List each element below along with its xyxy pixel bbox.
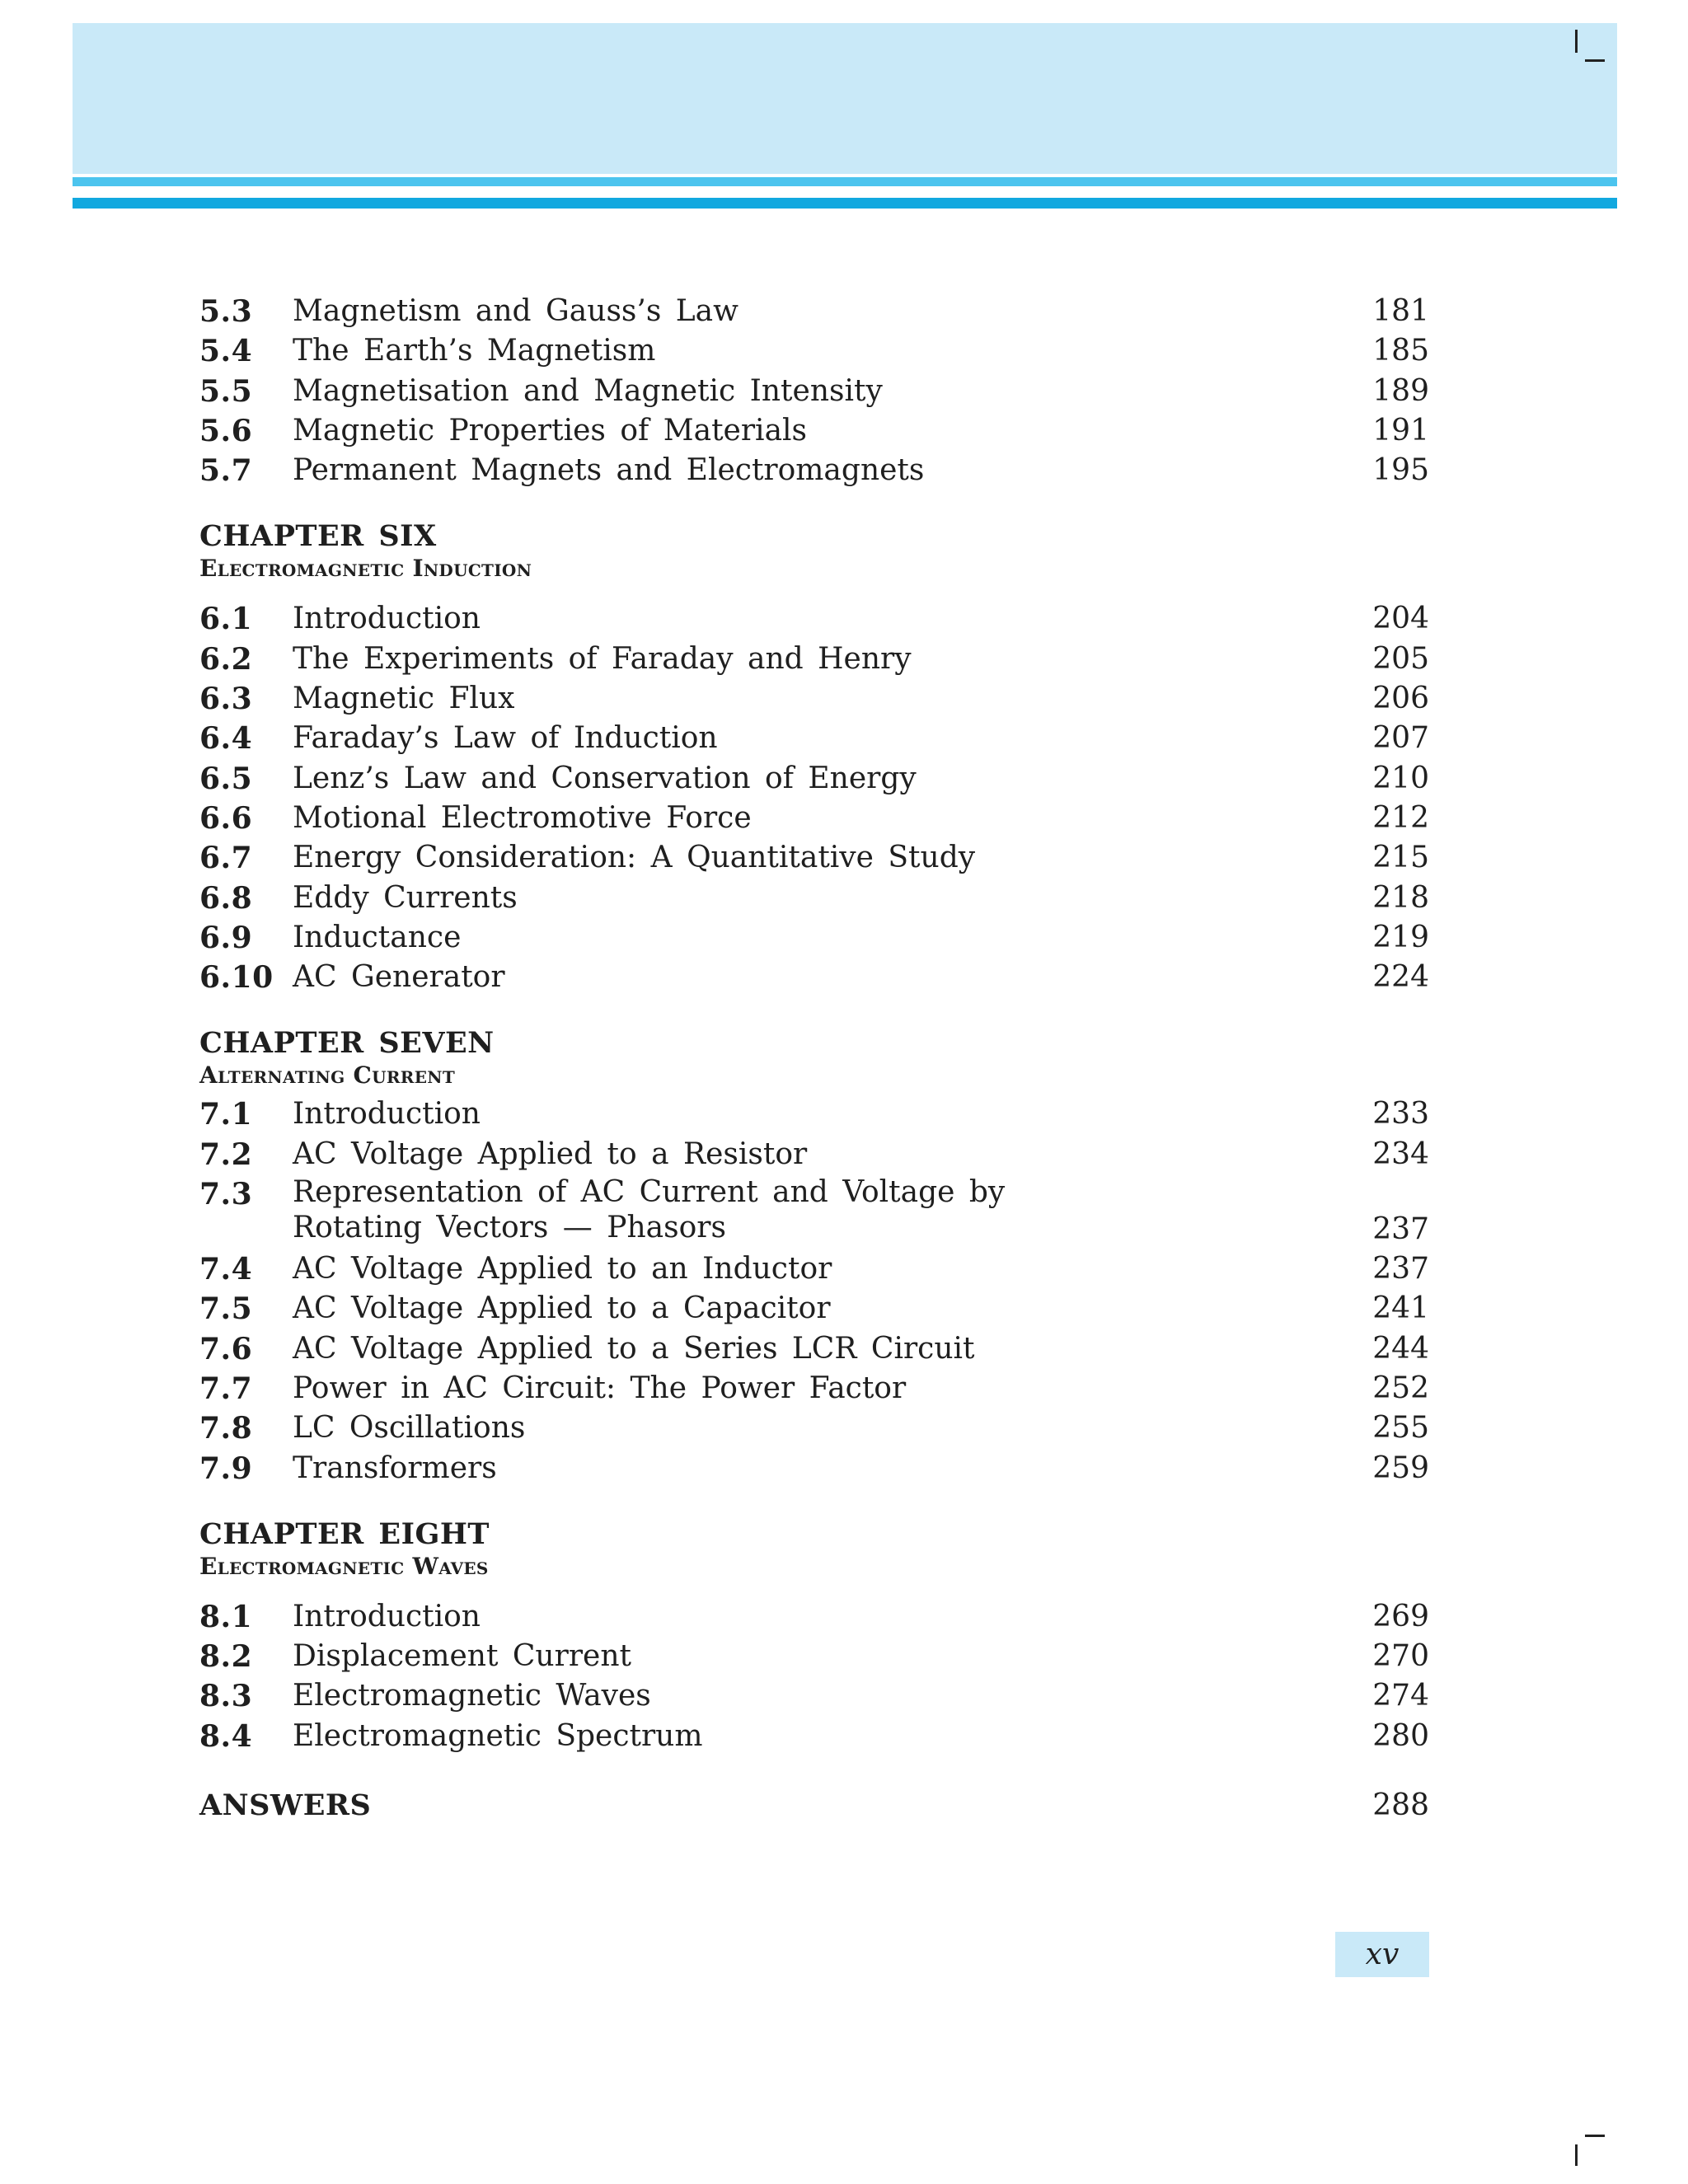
toc-entry[interactable] (199, 879, 1429, 918)
header-stripe-dark (73, 198, 1617, 209)
toc-entry[interactable] (199, 640, 1429, 679)
section-number: 6.5 (199, 761, 253, 796)
section-title: Introduction (293, 1599, 481, 1633)
page-number: 207 (1372, 721, 1429, 756)
section-number: 7.7 (199, 1371, 253, 1406)
section-number: 5.4 (199, 334, 253, 369)
answers-entry[interactable] (199, 1786, 1429, 1825)
section-number: 7.2 (199, 1137, 253, 1172)
section-title: LC Oscillations (293, 1411, 526, 1446)
section-title: Electromagnetic Spectrum (293, 1718, 703, 1753)
toc-entry[interactable] (199, 1135, 1429, 1174)
toc-entry[interactable] (199, 331, 1429, 371)
section-number: 6.7 (199, 841, 253, 876)
toc-entry[interactable] (199, 1094, 1429, 1134)
toc-entry[interactable] (199, 719, 1429, 758)
section-number: 6.4 (199, 721, 253, 757)
section-number: 5.7 (199, 453, 253, 489)
chapter-heading: CHAPTER EIGHT (199, 1516, 490, 1551)
section-number: 8.1 (199, 1599, 253, 1634)
crop-mark-bottom-right (1575, 2144, 1578, 2166)
section-number: 5.6 (199, 413, 253, 448)
page-number: 259 (1372, 1451, 1429, 1485)
toc-entry[interactable] (199, 838, 1429, 878)
section-gap (199, 1488, 1429, 1516)
toc-entry[interactable] (199, 1637, 1429, 1676)
page-number: 234 (1372, 1137, 1429, 1171)
crop-mark-bottom-right-h (1585, 2135, 1605, 2137)
section-title: The Experiments of Faraday and Henry (293, 641, 912, 676)
toc-entry[interactable] (199, 1289, 1429, 1329)
page-number: 237 (1372, 1252, 1429, 1286)
crop-mark-top-right-h (1585, 59, 1605, 62)
toc-entry[interactable] (199, 679, 1429, 719)
toc-entry[interactable] (199, 918, 1429, 958)
header-stripe-light (73, 177, 1617, 186)
page-number: 244 (1372, 1331, 1429, 1366)
section-title: Lenz’s Law and Conservation of Energy (293, 761, 917, 795)
page-number: 191 (1372, 413, 1429, 448)
toc-entry[interactable] (199, 451, 1429, 490)
section-title: AC Generator (293, 960, 505, 995)
toc-entry[interactable] (199, 759, 1429, 799)
section-number: 6.3 (199, 682, 253, 717)
section-title: AC Voltage Applied to a Capacitor (293, 1291, 831, 1326)
section-gap (199, 490, 1429, 518)
section-number: 8.3 (199, 1679, 253, 1714)
toc-entry[interactable] (199, 292, 1429, 331)
section-number: 6.6 (199, 800, 253, 836)
section-number: 6.1 (199, 602, 253, 637)
toc-entry[interactable] (199, 958, 1429, 997)
page-number: 224 (1372, 960, 1429, 995)
section-title: Faraday’s Law of Induction (293, 721, 718, 756)
section-number: 8.2 (199, 1639, 253, 1675)
page-number: 237 (1372, 1212, 1429, 1247)
toc-entry[interactable] (199, 1676, 1429, 1716)
section-title-line-2: Rotating Vectors — Phasors (293, 1211, 726, 1245)
page-number: 204 (1372, 602, 1429, 636)
toc-entry[interactable] (199, 372, 1429, 411)
section-title: Magnetic Properties of Materials (293, 413, 808, 448)
section-number: 6.10 (199, 960, 274, 996)
section-title: Magnetism and Gauss’s Law (293, 294, 738, 328)
page-number: 212 (1372, 800, 1429, 835)
section-title (293, 1174, 1005, 1245)
page-number: 233 (1372, 1097, 1429, 1132)
section-number: 6.2 (199, 641, 253, 677)
section-title: Motional Electromotive Force (293, 800, 752, 835)
section-title-line-1: Representation of AC Current and Voltage by (293, 1175, 1006, 1210)
page-number: 215 (1372, 841, 1429, 875)
toc-entry[interactable] (199, 1597, 1429, 1637)
page-number: 269 (1372, 1599, 1429, 1633)
section-number: 6.9 (199, 920, 253, 955)
section-title: AC Voltage Applied to a Resistor (293, 1137, 808, 1171)
toc-entry[interactable] (199, 1449, 1429, 1488)
chapter-heading: CHAPTER SIX (199, 519, 437, 554)
subtitle-gap (199, 583, 1429, 599)
answers-label: ANSWERS (199, 1788, 372, 1823)
toc-entry[interactable] (199, 1249, 1429, 1289)
page-number: 241 (1372, 1291, 1429, 1326)
header-band (73, 23, 1617, 174)
page-number: 218 (1372, 880, 1429, 915)
page-number: 205 (1372, 641, 1429, 676)
section-title: AC Voltage Applied to an Inductor (293, 1252, 832, 1286)
page-number: 210 (1372, 761, 1429, 795)
page-number: 270 (1372, 1639, 1429, 1674)
page-number: 181 (1372, 294, 1429, 328)
chapter-subtitle: Alternating Current (199, 1062, 456, 1090)
page-number: 189 (1372, 373, 1429, 408)
toc-entry[interactable] (199, 411, 1429, 451)
section-title: Permanent Magnets and Electromagnets (293, 453, 925, 488)
toc-entry[interactable] (199, 1174, 1429, 1249)
section-title: Introduction (293, 602, 481, 636)
section-number: 7.9 (199, 1451, 253, 1486)
answers-page-number: 288 (1372, 1788, 1429, 1823)
toc-entry[interactable] (199, 799, 1429, 838)
crop-mark-top-right (1575, 30, 1578, 53)
page-folio: xv (1335, 1932, 1429, 1977)
chapter-subtitle: Electromagnetic Induction (199, 555, 532, 583)
section-title: AC Voltage Applied to a Series LCR Circuit (293, 1331, 975, 1366)
section-title: Transformers (293, 1451, 497, 1485)
page-number: 255 (1372, 1411, 1429, 1446)
toc-entry[interactable] (199, 599, 1429, 639)
toc-entry[interactable] (199, 1329, 1429, 1369)
subtitle-gap (199, 1581, 1429, 1597)
section-title: Inductance (293, 920, 462, 954)
section-number: 8.4 (199, 1718, 253, 1754)
toc-entry[interactable] (199, 1408, 1429, 1448)
section-title: Magnetisation and Magnetic Intensity (293, 373, 883, 408)
section-title: Displacement Current (293, 1639, 631, 1674)
section-title: Energy Consideration: A Quantitative Study (293, 841, 976, 875)
chapter-heading: CHAPTER SEVEN (199, 1026, 495, 1061)
section-title: Power in AC Circuit: The Power Factor (293, 1371, 907, 1405)
page-number: 195 (1372, 453, 1429, 488)
section-number: 5.3 (199, 294, 253, 329)
page-number: 206 (1372, 682, 1429, 716)
section-number: 7.5 (199, 1291, 253, 1327)
section-title: Eddy Currents (293, 880, 518, 915)
section-number: 7.1 (199, 1097, 253, 1132)
toc-entry[interactable] (199, 1369, 1429, 1408)
section-title: Introduction (293, 1097, 481, 1132)
toc-entry[interactable] (199, 1717, 1429, 1756)
section-number: 7.3 (199, 1177, 253, 1212)
section-number: 5.5 (199, 373, 253, 409)
page-number: 252 (1372, 1371, 1429, 1405)
section-title: Magnetic Flux (293, 682, 515, 716)
page-number: 185 (1372, 334, 1429, 368)
section-gap (199, 997, 1429, 1025)
section-title: Electromagnetic Waves (293, 1679, 651, 1713)
table-of-contents (199, 292, 1429, 1825)
section-number: 7.6 (199, 1331, 253, 1366)
section-number: 6.8 (199, 880, 253, 916)
page-number: 219 (1372, 920, 1429, 954)
section-number: 7.4 (199, 1252, 253, 1287)
page-number: 280 (1372, 1718, 1429, 1753)
chapter-subtitle: Electromagnetic Waves (199, 1552, 489, 1580)
page-number: 274 (1372, 1679, 1429, 1713)
section-title: The Earth’s Magnetism (293, 334, 656, 368)
section-number: 7.8 (199, 1411, 253, 1446)
